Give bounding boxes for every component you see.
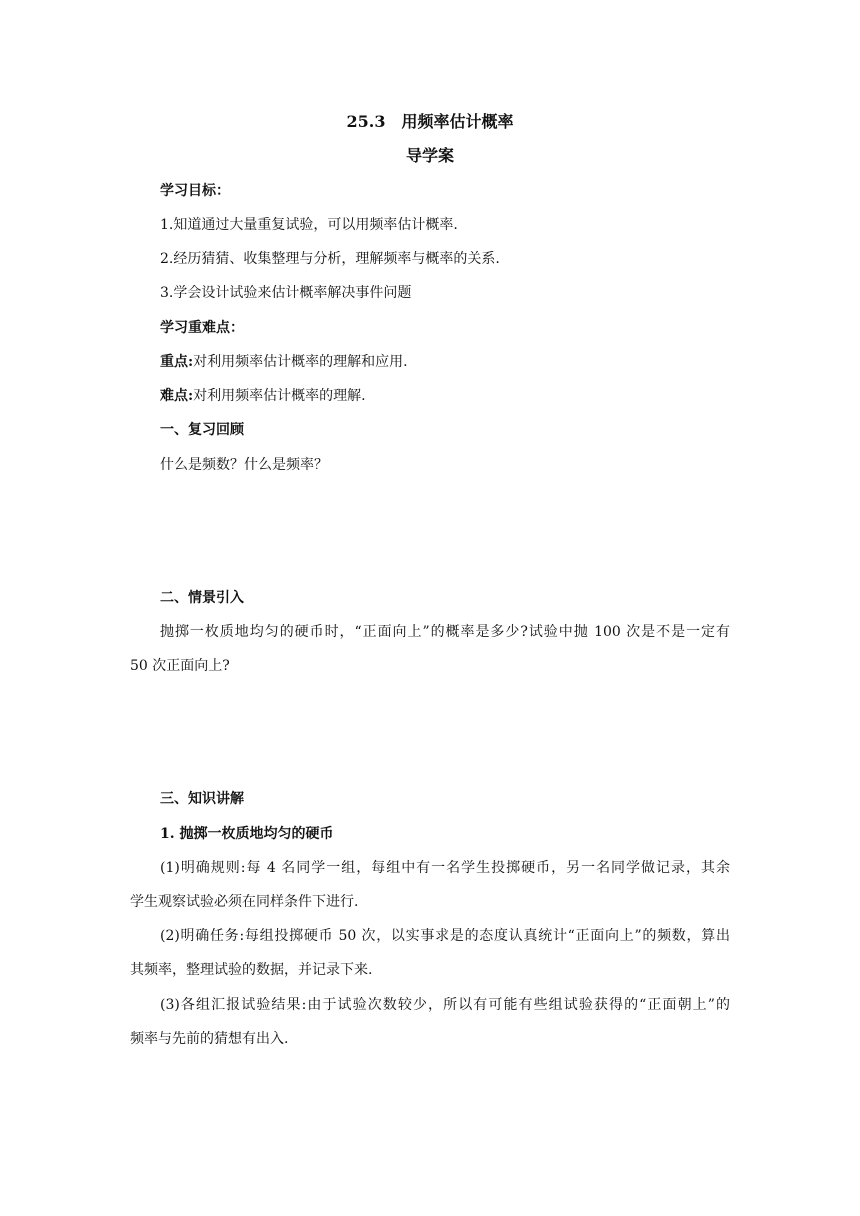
document-title: 25.3 用频率估计概率 (346, 112, 514, 131)
rule-paragraph-line: 学生观察试验必须在同样条件下进行. (130, 894, 359, 910)
section1-heading: 一、复习回顾 (160, 422, 244, 438)
objectives-heading: 学习目标： (160, 183, 230, 199)
section1-question: 什么是频数？什么是频率？ (160, 457, 328, 473)
task-paragraph-line: 其频率，整理试验的数据，并记录下来. (130, 962, 373, 978)
document-subtitle: 导学案 (405, 146, 454, 165)
key-points-heading: 学习重难点： (160, 320, 244, 336)
difficult-point-text: 对利用频率估计概率的理解. (193, 388, 366, 404)
section2-paragraph-line: 抛掷一枚质地均匀的硬币时，“正面向上”的概率是多少?试验中抛 100 次是不是一定有 (160, 624, 730, 640)
report-paragraph-line: 频率与先前的猜想有出入. (130, 1031, 289, 1047)
key-point-label: 重点: (160, 354, 194, 370)
key-point-line (160, 352, 730, 372)
objective-item: 1.知道通过大量重复试验，可以用频率估计概率. (160, 217, 458, 233)
section3-subheading: 1. 抛掷一枚质地均匀的硬币 (160, 826, 334, 842)
objective-item: 2.经历猜猜、收集整理与分析，理解频率与概率的关系. (160, 251, 500, 267)
key-point-text: 对利用频率估计概率的理解和应用. (193, 354, 408, 370)
section2-heading: 二、情景引入 (160, 590, 244, 606)
difficult-point-label: 难点: (160, 388, 194, 404)
report-paragraph-line: (3)各组汇报试验结果:由于试验次数较少，所以有可能有些组试验获得的“正面朝上”的 (160, 997, 730, 1013)
section2-paragraph-line: 50 次正面向上? (130, 658, 230, 674)
objective-item: 3.学会设计试验来估计概率解决事件问题 (160, 285, 412, 301)
difficult-point-line (160, 386, 730, 406)
section3-heading: 三、知识讲解 (160, 791, 244, 807)
task-paragraph-line: (2)明确任务:每组投掷硬币 50 次，以实事求是的态度认真统计“正面向上”的频数，算出 (160, 928, 730, 944)
rule-paragraph-line: (1)明确规则:每 4 名同学一组，每组中有一名学生投掷硬币，另一名同学做记录，其余 (160, 860, 730, 876)
